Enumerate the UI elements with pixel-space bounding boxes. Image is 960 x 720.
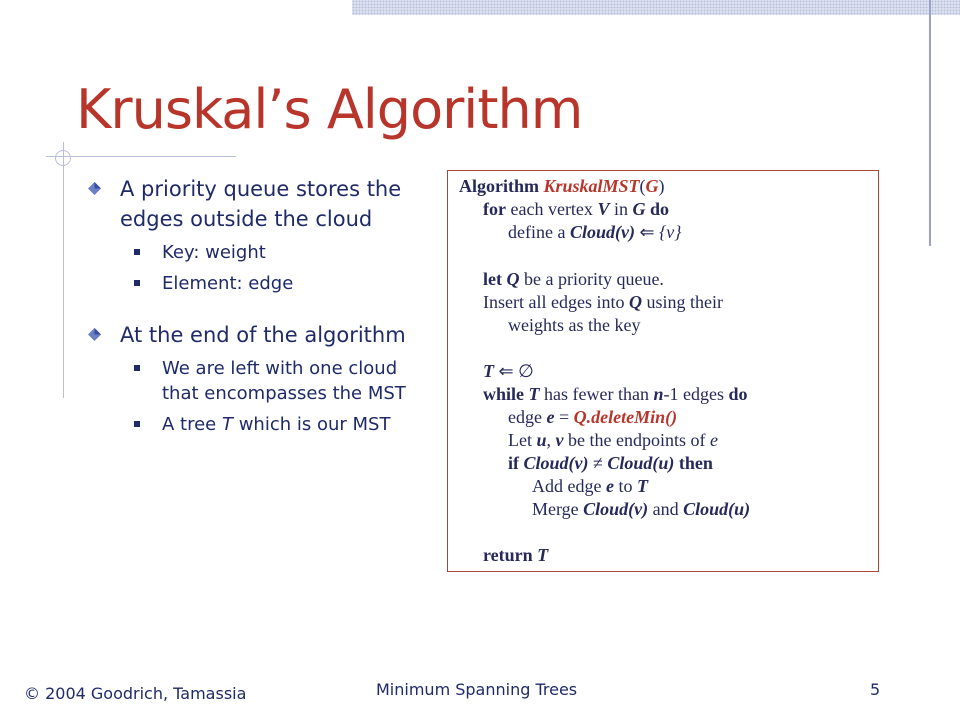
sub-bullet-text-pre: A tree: [162, 414, 222, 435]
keyword: do: [645, 199, 669, 219]
slide-number: 5: [870, 680, 881, 699]
sub-bullet-item: [162, 356, 418, 406]
decorative-vertical-line: [929, 0, 931, 246]
keyword: for: [483, 199, 506, 219]
footer-copyright: © 2004 Goodrich, Tamassia: [24, 684, 247, 703]
algo-method: .deleteMin(): [586, 407, 678, 427]
bullet-item: [88, 174, 418, 234]
algo-text: in: [609, 199, 633, 219]
algo-line: [459, 175, 665, 199]
sub-bullet-item: [162, 240, 418, 265]
decorative-left-line: [63, 142, 64, 398]
keyword: return: [483, 545, 533, 565]
decorative-circle: [55, 150, 71, 166]
decorative-horizontal-line: [46, 156, 236, 157]
algo-var: e: [605, 476, 614, 496]
algo-text: ,: [546, 430, 556, 450]
sub-bullet-text: We are left with one cloud that encompasses the MST: [162, 358, 406, 404]
sub-bullet-text-post: which is our MST: [232, 414, 391, 435]
keyword: Algorithm: [459, 176, 544, 196]
bullet-item: [88, 320, 418, 350]
algo-text: and: [648, 499, 684, 519]
algo-var: Q: [628, 292, 642, 312]
algo-line: [483, 291, 723, 315]
algo-text: edge: [508, 407, 547, 427]
keyword: then: [674, 453, 713, 473]
square-bullet-icon: [134, 365, 140, 371]
algo-line: [483, 544, 548, 568]
sub-bullet-text: Element: edge: [162, 273, 294, 294]
keyword: do: [728, 384, 748, 404]
algo-var: v: [555, 430, 564, 450]
algo-text: be a priority queue.: [519, 269, 664, 289]
not-equal-icon: ≠: [588, 453, 608, 473]
algo-name: KruskalMST: [543, 176, 640, 196]
diamond-bullet-icon: [88, 182, 101, 195]
algo-text: -1 edges: [663, 384, 729, 404]
footer-course-title: Minimum Spanning Trees: [376, 680, 578, 699]
algorithm-box: [447, 170, 879, 572]
algo-var: Cloud(v): [583, 499, 649, 519]
algo-text: Merge: [532, 499, 584, 519]
algo-var: T: [483, 361, 494, 381]
algo-var: e: [546, 407, 555, 427]
bullet-text: At the end of the algorithm: [120, 323, 406, 347]
algo-var: {v}: [659, 222, 682, 242]
slide-title: Kruskal’s Algorithm: [76, 78, 583, 141]
algo-text: Add edge: [532, 476, 606, 496]
algo-var: Cloud(u): [683, 499, 751, 519]
algo-var: T: [637, 476, 648, 496]
algo-line: [532, 498, 750, 522]
algo-var: e: [710, 430, 718, 450]
algo-text: Let: [508, 430, 537, 450]
keyword: if: [508, 453, 519, 473]
algo-text: each vertex: [505, 199, 598, 219]
arrow-icon: ⇐: [634, 222, 660, 242]
algo-text: =: [554, 407, 574, 427]
algo-line: [483, 268, 664, 292]
algo-line: [483, 198, 669, 222]
algo-text: has fewer than: [539, 384, 654, 404]
algo-var: Cloud(u): [607, 453, 675, 473]
algo-var: Q: [506, 269, 520, 289]
sub-bullet-item: [162, 271, 418, 296]
algo-text: (: [639, 176, 646, 196]
sub-bullet-text: Key: weight: [162, 242, 266, 263]
algo-var: Cloud(v): [519, 453, 589, 473]
algo-text: weights as the key: [508, 315, 641, 335]
algo-var: G: [645, 176, 659, 196]
sub-bullet-item: [162, 412, 418, 437]
algo-var: Q: [573, 407, 587, 427]
square-bullet-icon: [134, 280, 140, 286]
keyword: let: [483, 269, 502, 289]
algo-line: [532, 475, 648, 499]
empty-set-icon: ∅: [518, 361, 534, 381]
algo-text: Insert all edges into: [483, 292, 629, 312]
algo-line: [483, 383, 747, 407]
algo-text: to: [613, 476, 637, 496]
arrow-icon: ⇐: [494, 361, 519, 381]
algo-var: Cloud(v): [569, 222, 635, 242]
algo-text: ): [658, 176, 665, 196]
header-dither-band: [352, 0, 960, 15]
algo-text: be the endpoints of: [563, 430, 710, 450]
square-bullet-icon: [134, 421, 140, 427]
algo-var: T: [524, 384, 540, 404]
sub-bullet-var: T: [221, 414, 233, 435]
diamond-bullet-icon: [88, 328, 101, 341]
bullet-text: A priority queue stores the edges outside the cloud: [120, 177, 402, 231]
algo-var: T: [532, 545, 549, 565]
algo-line: [508, 314, 640, 338]
bullet-list: [88, 174, 418, 437]
algo-var: G: [632, 199, 646, 219]
algo-var: n: [653, 384, 664, 404]
algo-var: u: [536, 430, 547, 450]
algo-var: V: [597, 199, 610, 219]
square-bullet-icon: [134, 249, 140, 255]
algo-line: [483, 360, 534, 384]
algo-line: [508, 221, 681, 245]
keyword: while: [483, 384, 525, 404]
algo-line: [508, 452, 713, 476]
algo-text: using their: [641, 292, 723, 312]
algo-line: [508, 406, 677, 430]
algo-text: define a: [508, 222, 570, 242]
algo-line: [508, 429, 718, 453]
